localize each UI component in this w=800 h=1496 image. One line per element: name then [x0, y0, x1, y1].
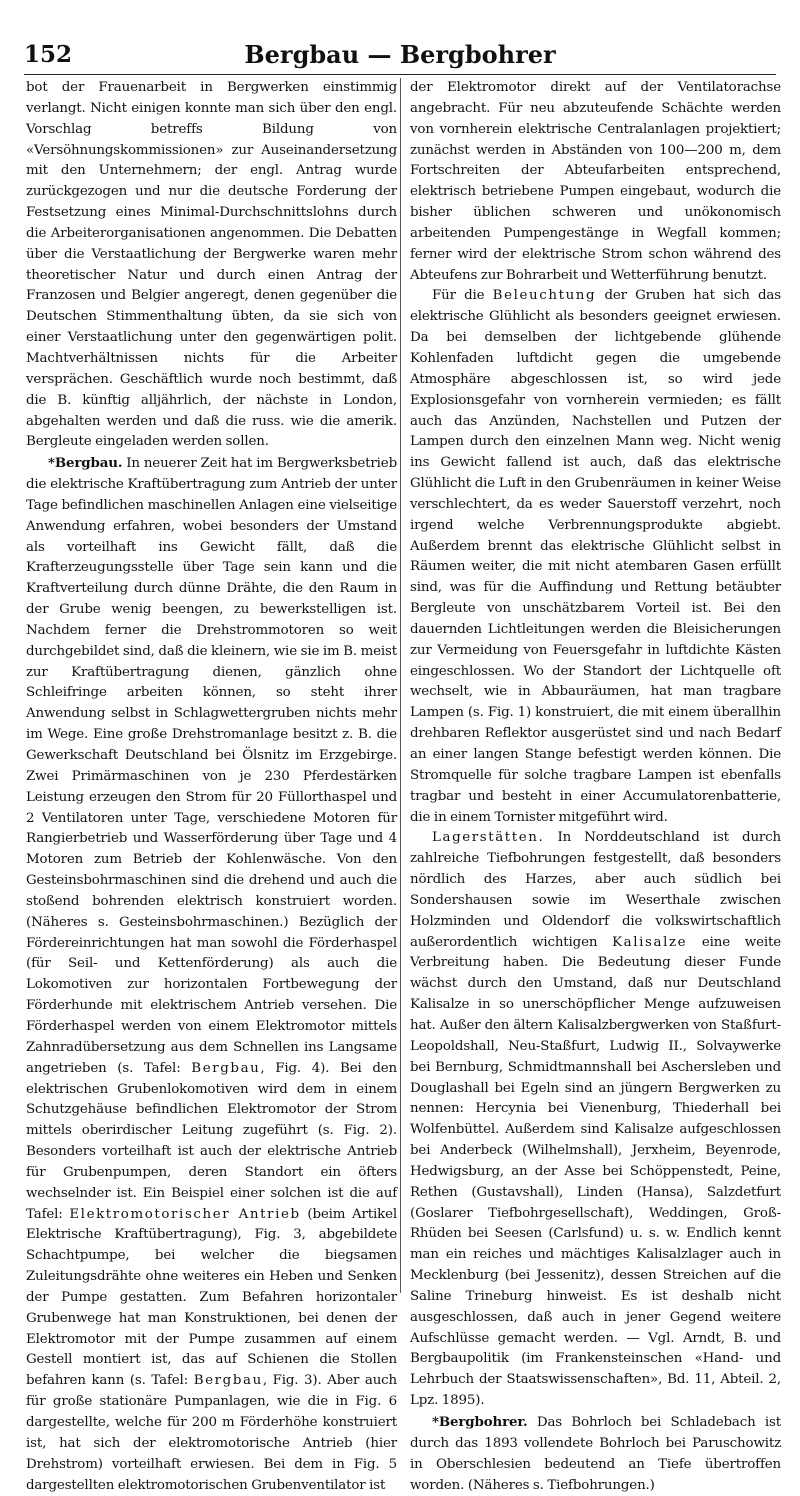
paragraph-ventilator: der Elektromotor direkt auf der Ventilatorachse angebracht. Für neu abzuteufende Schächte werden von vornherein elektrische Centralanlagen projektiert; zunächst werden in Abständen von 100—200 m, dem Fortschreiten der Abteufarbeiten entsprechend, elektrisch betriebene Pumpen eingebaut, wodurch die bisher üblichen schweren und unökonomisch arbeitenden Pumpengestänge in Wegfall kommen; ferner wird der elektrische Strom schon während des Abteufens zur Bohrarbeit und Wetterführung benutzt.: [410, 80, 781, 283]
running-title: Bergbau — Bergbohrer: [244, 40, 556, 69]
right-column: [410, 78, 781, 1493]
text: Das Bohrloch bei Schladebach ist durch das 1893 vollendete Bohrloch bei Paruschowitz in Oberschlesien bedeutend an Tiefe übertroffen worden. (Näheres s. Tiefbohrungen.): [410, 1415, 781, 1493]
entry-headword: *Bergbohrer.: [432, 1414, 528, 1430]
column-divider: [400, 78, 401, 1293]
page-number: 152: [24, 41, 73, 68]
paragraph-frauenarbeit: bot der Frauenarbeit in Bergwerken einstimmig verlangt. Nicht einigen konnte man sich über den engl. Vorschlag betreffs Bildung von «Versöhnungskommissionen» zur Auseinandersetzung mit den Unternehmern; der engl. Antrag wurde zurückgezogen und nur die deutsche Forderung der Festsetzung eines Minimal-Durchschnittslohns durch die Arbeiterorganisationen angenommen. Die Debatten über die Verstaatlichung der Bergwerke waren mehr theoretischer Natur und durch einen Antrag der Franzosen und Belgier angeregt, denen gegenüber die Deutschen Stimmenthaltung übten, da sie sich von einer Verstaatlichung unter den gegenwärtigen polit. Machtverhältnissen nichts für die Arbeiter versprächen. Geschäftlich wurde noch bestimmt, daß die B. künftig alljährlich, der nächste in London, abgehalten werden und daß die russ. wie die amerik. Bergleute eingeladen werden sollen.: [26, 80, 397, 450]
text: In Norddeutschland ist durch zahlreiche Tiefbohrungen festgestellt, daß besonders nördlich des Harzes, aber auch südlich bei Sondershausen sowie im Weserthale zwischen Holzminden und Oldendorf die volkswirtschaftlich außerordentlich wichtigen: [410, 830, 781, 950]
text: (beim Artikel Elektrische Kraftübertragung), Fig. 3, abgebildete Schachtpumpe, bei welcher die biegsamen Zuleitungsdrähte ohne weiteres ein Heben und Senken der Pumpe gestatten. Zum Befahren horizontaler Grubenwege hat man Konstruktionen, bei denen der Elektromotor mit der Pumpe zusammen auf einem Gestell montiert ist, das auf Schienen die Stollen befahren kann (s. Tafel:: [26, 1206, 397, 1389]
entry-headword: *Bergbau.: [48, 455, 123, 472]
text: eine weite Verbreitung haben. Die Bedeutung dieser Funde wächst durch den Umstand, daß nur Deutschland Kalisalze in so unerschöpflicher Menge aufzuweisen hat. Außer den ältern Kalisalzbergwerken von Staßfurt-Leopoldshall, Neu-Staßfurt, Ludwig II., Solvaywerke bei Bernburg, Schmidtmannshall bei Aschersleben und Douglashall bei Egeln sind an jüngern Bergwerken zu nennen: Hercynia bei Vienenburg, Thiederhall bei Wolfenbüttel. Außerdem sind Kalisalze aufgeschlossen bei Anderbeck (Wilhelmshall), Jerxheim, Beyenrode, Hedwigsburg, an der Asse bei Schöppenstedt, Peine, Rethen (Gustavshall), Linden (Hansa), Salzdetfurt (Goslarer Tiefbohrgesellschaft), Weddingen, Groß-Rhüden bei Seesen (Carlsfund) u. s. w. Endlich kennt man ein reiches und mächtiges Kalisalzlager auch in Mecklenburg (bei Jessenitz), dessen Streichen auf die Saline Trineburg hinweist. Es ist deshalb nicht ausgeschlossen, daß auch in jener Gegend weitere Aufschlüsse gemacht werden. — Vgl. Arndt, B. und Bergbaupolitik (im Frankensteinschen «Hand- und Lehrbuch der Staatswissenschaften», Bd. 11, Abteil. 2, Lpz. 1895).: [410, 934, 781, 1409]
paragraph-lagerstaetten: [410, 828, 781, 1412]
section-keyword: Lagerstätten.: [432, 830, 545, 846]
section-keyword: Beleuchtung: [492, 288, 597, 304]
text: Für die: [432, 288, 493, 304]
text: der Gruben hat sich das elektrische Glühlicht als besonders geeignet erwiesen. Da bei demselben der lichtgebende glühende Kohlenfaden luftdicht gegen die umgebende Atmosphäre abgeschlossen ist, so wird jede Explosionsgefahr von vornherein vermieden; es fällt auch das Anzünden, Nachstellen und Putzen der Lampen durch den einzelnen Mann weg. Nicht wenig ins Gewicht fallend ist auch, daß das elektrische Glühlicht die Luft in den Grubenräumen in keiner Weise verschlechtert, da es weder Sauerstoff verzehrt, noch irgend welche Verbrennungsprodukte abgiebt. Außerdem brennt das elektrische Glühlicht selbst in Räumen weiter, die mit nicht atembaren Gasen erfüllt sind, was für die Auffindung und Rettung betäubter Bergleute von unschätzbarem Vorteil ist. Bei den dauernden Lichtleitungen werden die Bleisicherungen zur Vermeidung von Feuersgefahr in luftdichte Kästen eingeschlossen. Wo der Standort der Lichtquelle oft wechselt, wie in Abbauräumen, hat man tragbare Lampen (s. Fig. 1) konstruiert, die mit einem überallhin drehbaren Reflektor ausgerüstet sind und nach Bedarf an einer langen Stange befestigt werden können. Die Stromquelle für solche tragbare Lampen ist ebenfalls tragbar und besteht in einer Accumulatorenbatterie, die in einem Tornister mitgeführt wird.: [410, 288, 781, 825]
page-header: [20, 38, 780, 72]
section-keyword: Kalisalze: [612, 934, 688, 950]
article-bergbau: [26, 453, 397, 1496]
text: , Fig. 3). Aber auch für große stationäre Pumpanlagen, wie die in Fig. 6 dargestellte, welche für 200 m Förderhöhe konstruiert ist, hat sich der elektromotorische Antrieb (hier Drehstrom) vorteilhaft erwiesen. Bei dem in Fig. 5 dargestellten elektromotorischen Grubenventilator ist: [26, 1373, 397, 1493]
plate-reference: Bergbau: [193, 1373, 263, 1389]
header-rule: [24, 74, 776, 75]
article-bergbohrer: [410, 1412, 781, 1496]
left-column: [26, 78, 398, 1493]
text: , Fig. 4). Bei den elektrischen Grubenlokomotiven wird dem in einem Schutzgehäuse befindlichen Elektromotor der Strom mittels oberirdischer Leitung zugeführt (s. Fig. 2). Besonders vorteilhaft ist auch der elektrische Antrieb für Grubenpumpen, deren Standort ein öfters wechselnder ist. Ein Beispiel einer solchen ist die auf Tafel:: [26, 1060, 398, 1222]
plate-reference: Elektromotorischer Antrieb: [69, 1206, 301, 1222]
text: In neuerer Zeit hat im Bergwerksbetrieb die elektrische Kraftübertragung zum Antrieb der unter Tage befindlichen maschinellen Anlagen eine vielseitige Anwendung erfahren, wobei besonders der Umstand als vorteilhaft ins Gewicht fällt, daß die Krafterzeugungsstelle über Tage sein kann und die Kraftverteilung durch dünne Drähte, die den Raum in der Grube wenig beengen, zu bewerkstelligen ist. Nachdem ferner die Drehstrommotoren so weit durchgebildet sind, daß die kleinern, wie sie im B. meist zur Kraftübertragung dienen, gänzlich ohne Schleifringe arbeiten können, so steht ihrer Anwendung selbst in Schlagwettergruben nichts mehr im Wege. Eine große Drehstromanlage besitzt z. B. die Gewerkschaft Deutschland bei Ölsnitz im Erzgebirge. Zwei Primärmaschinen von je 230 Pferdestärken Leistung erzeugen den Strom für 20 Füllorthaspel und 2 Ventilatoren unter Tage, verschiedene Motoren für Rangierbetrieb und Wasserförderung über Tage und 4 Motoren zum Betrieb der Kohlenwäsche. Von den Gesteinsbohrmaschinen sind die drehend und auch die stoßend bohrenden elektrisch konstruiert worden. (Näheres s. Gesteinsbohrmaschinen.) Bezüglich der Fördereinrichtungen hat man sowohl die Förderhaspel (für Seil- und Kettenförderung) als auch die Lokomotiven zur horizontalen Fortbewegung der Förderhunde mit elektrischem Antrieb versehen. Die Förderhaspel werden von einem Elektromotor mittels Zahnradübersetzung aus dem Schnellen ins Langsame angetrieben (s. Tafel:: [26, 456, 397, 1076]
plate-reference: Bergbau: [191, 1060, 261, 1076]
paragraph-beleuchtung: [410, 286, 781, 828]
